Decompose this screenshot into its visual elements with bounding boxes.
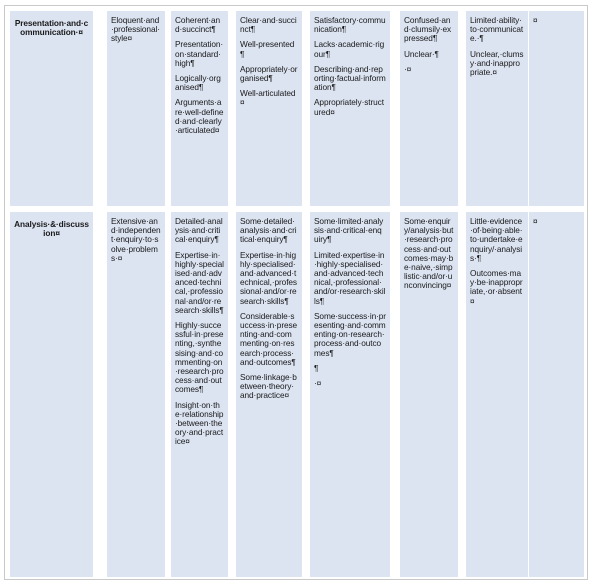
row-heading-text: Analysis·&·discussion¤ [14, 219, 89, 239]
cell-paragraph: Logically·organised¶ [175, 73, 221, 93]
criteria-cell [400, 11, 458, 206]
criteria-cell [107, 11, 165, 206]
criteria-cell [310, 212, 390, 577]
criteria-cell [236, 212, 302, 577]
cell-paragraph: Detailed·analysis·and·critical·enquiry¶ [175, 216, 223, 245]
cell-paragraph: ¤ [533, 216, 538, 226]
criteria-cell [529, 11, 584, 206]
cell-paragraph: ¤ [533, 15, 538, 25]
criteria-cell [236, 11, 302, 206]
cell-paragraph: Describing·and·reporting·factual·information¶ [314, 63, 386, 93]
cell-paragraph: Eloquent·and·professional·style¤ [111, 15, 160, 44]
criteria-cell [466, 212, 528, 577]
criteria-cell [310, 11, 390, 206]
cell-paragraph: Extensive·and·independent·enquiry·to·solve·problems·¤ [111, 216, 161, 263]
cell-paragraph: Insight·on·the·relationship·between·theory·and·practice¤ [175, 399, 224, 447]
cell-paragraph: Clear·and·succinct¶ [240, 15, 297, 35]
cell-paragraph: Coherent·and·succinct¶ [175, 15, 221, 35]
cell-paragraph: Lacks·academic·rigour¶ [314, 39, 385, 59]
cell-paragraph: Well-presented¶ [240, 39, 295, 59]
cell-paragraph: Some·detailed·analysis·and·critical·enquiry¶ [240, 216, 297, 245]
cell-paragraph: Presentation·on·standard·high¶ [175, 39, 224, 68]
cell-paragraph: Some·limited·analysis·and·critical·enquiry¶ [314, 216, 384, 245]
cell-paragraph: Arguments·are·well-defined·and·clearly·articulated¤ [175, 97, 224, 136]
cell-paragraph: Unclear·¶ [404, 48, 439, 59]
cell-paragraph: Limited·ability·to·communicate.·¶ [470, 15, 524, 44]
cell-paragraph: Little·evidence·of·being·able·to·undertake·enquiry/·analysis·¶ [470, 216, 523, 263]
row-heading-text: Presentation·and·communication·¤ [14, 18, 89, 38]
criteria-cell [400, 212, 458, 577]
cell-paragraph: Some·enquiry/analysis·but·research·process·and·outcomes·may·be·naive,·simplistic·and/or·unconvincing¤ [404, 216, 454, 291]
cell-paragraph: Outcomes·may·be·inappropriate,·or·absent¤ [470, 268, 523, 306]
cell-paragraph: Highly·successful·in·presenting,·synthesising·and·commenting·on·research·process·and·outcomes¶ [175, 320, 224, 395]
cell-paragraph: Some·linkage·between·theory·and·practice¤ [240, 372, 297, 401]
cell-paragraph: ¶ [314, 362, 319, 373]
cell-paragraph: Confused·and·clumsily·expressed¶ [404, 15, 452, 44]
criteria-cell [529, 212, 584, 577]
cell-paragraph: Satisfactory·communication¶ [314, 15, 386, 35]
row-heading [10, 212, 93, 577]
cell-paragraph: ·¤ [404, 63, 412, 74]
cell-paragraph: Appropriately·organised¶ [240, 63, 298, 84]
criteria-cell [171, 212, 228, 577]
criteria-cell [466, 11, 528, 206]
cell-paragraph: Some·success·in·presenting·and·commenting·on·research·process·and·outcomes¶ [314, 310, 386, 358]
criteria-cell [107, 212, 165, 577]
row-heading [10, 11, 93, 206]
cell-paragraph: Well-articulated¤ [240, 88, 296, 108]
cell-paragraph: ·¤ [314, 378, 322, 389]
rubric-table [4, 5, 588, 580]
criteria-cell [171, 11, 228, 206]
cell-paragraph: Expertise·in·highly·specialised·and·advanced·technical,·professional·and/or·research·skills¶ [240, 249, 297, 306]
cell-paragraph: Expertise·in·highly·specialised·and·advanced·technical,·professional·and/or·research·skills¶ [175, 249, 224, 315]
cell-paragraph: Unclear,·clumsy·and·inappropriate.¤ [470, 48, 524, 78]
cell-paragraph: Considerable·success·in·presenting·and·commenting·on·research·process·and·outcomes¶ [240, 310, 298, 367]
cell-paragraph: Limited·expertise·in·highly·specialised·and·advanced·technical,·professional·and/or·research·skills¶ [314, 249, 386, 306]
cell-paragraph: Appropriately·structured¤ [314, 97, 384, 117]
